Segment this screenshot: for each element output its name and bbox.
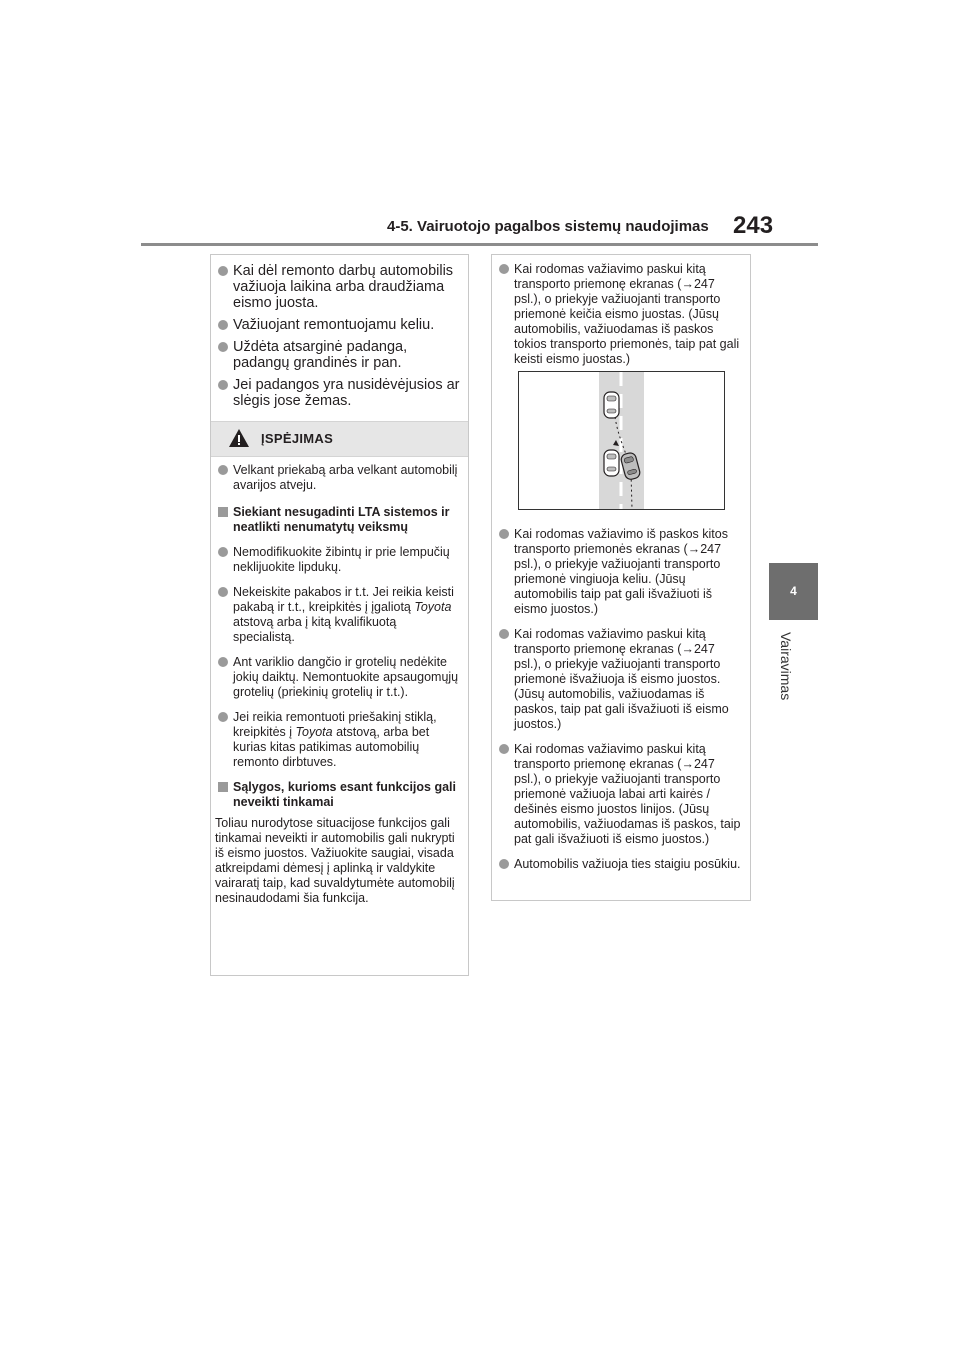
warning-icon [228, 428, 250, 448]
section-heading: Sąlygos, kurioms esant funkcijos gali neveikti tinkamai [215, 780, 460, 810]
list-item: Jei reikia remontuoti priešakinį stiklą, kreipkitės į Toyota atstovą, arba bet kurias kitas patikimas automobilių remonto dirbtuves. [215, 710, 460, 770]
list-item: Nemodifikuokite žibintų ir prie lempučių neklijuokite lipdukų. [215, 545, 460, 575]
left-column [210, 254, 469, 976]
page-number: 243 [733, 212, 774, 239]
list-item: Nekeiskite pakabos ir t.t. Jei reikia keisti pakabą ir t.t., kreipkitės į įgaliotą Toyota atstovą arba į kitą kvalifikuotą specialistą. [215, 585, 460, 645]
warning-title: ĮSPĖJIMAS [261, 431, 334, 446]
list-item: Uždėta atsarginė padanga, padangų grandinės ir pan. [215, 339, 460, 371]
list-item: Ant variklio dangčio ir grotelių nedėkite jokių daiktų. Nemontuokite apsaugomųjų grotelių (priekinių grotelių ir t.t.). [215, 655, 460, 700]
header-rule [141, 243, 818, 246]
road-diagram [519, 372, 724, 509]
lane-change-illustration [518, 371, 725, 510]
paragraph: Toliau nurodytose situacijose funkcijos gali tinkamai neveikti ir automobilis gali nukrypti iš eismo juostos. Važiuokite saugiai, visada atkreipdami dėmesį į aplinką ir valdykite vairaratį taip, kad suvaldytumėte automobilį nesinaudodami šia funkcija. [215, 816, 455, 905]
lead-car-icon [604, 392, 619, 418]
list-item: Kai rodomas važiavimo paskui kitą transporto priemonę ekranas (→247 psl.), o priekyje važiuojanti transporto priemonė išvažiuoja iš eismo juostos. (Jūsų automobilis, važiuodamas iš paskos, taip pat gali išvažiuoti iš eismo juostos.) [496, 627, 742, 732]
list-item: Jei padangos yra nusidėvėjusios ar slėgis jose žemas. [215, 377, 460, 409]
list-item: Kai rodomas važiavimo paskui kitą transporto priemonę ekranas (→247 psl.), o priekyje važiuojanti transporto priemonė važiuoja labai arti kairės / dešinės eismo juostos linijos. (Jūsų automobilis, važiuodamas iš paskos, taip pat gali išvažiuoti iš eismo juostos.) [496, 742, 742, 847]
parked-car-icon [604, 450, 619, 476]
chapter-label: Vairavimas [778, 632, 794, 701]
chapter-tab: 4 [769, 563, 818, 620]
list-item: Automobilis važiuoja ties staigiu posūkiu. [496, 857, 742, 872]
list-item: Kai dėl remonto darbų automobilis važiuoja laikina arba draudžiama eismo juosta. [215, 263, 460, 311]
list-item: Velkant priekabą arba velkant automobilį avarijos atveju. [215, 463, 460, 493]
section-heading: Siekiant nesugadinti LTA sistemos ir neatlikti nenumatytų veiksmų [215, 505, 460, 535]
warning-banner [211, 421, 468, 457]
list-item: Važiuojant remontuojamu keliu. [215, 317, 460, 333]
right-column [491, 254, 751, 901]
chapter-title: 4-5. Vairuotojo pagalbos sistemų naudojimas [387, 218, 709, 235]
list-item: Kai rodomas važiavimo paskui kitą transporto priemonę ekranas (→247 psl.), o priekyje važiuojanti transporto priemonė keičia eismo juostas. (Jūsų automobilis, važiuodamas iš paskos tokios transporto priemonės, taip pat gali keisti eismo juostas.) [496, 262, 742, 367]
list-item: Kai rodomas važiavimo iš paskos kitos transporto priemonės ekranas (→247 psl.), o priekyje važiuojanti transporto priemonė vingiuoja keliu. (Jūsų automobilis taip pat gali išvažiuoti iš eismo juostos.) [496, 527, 742, 617]
